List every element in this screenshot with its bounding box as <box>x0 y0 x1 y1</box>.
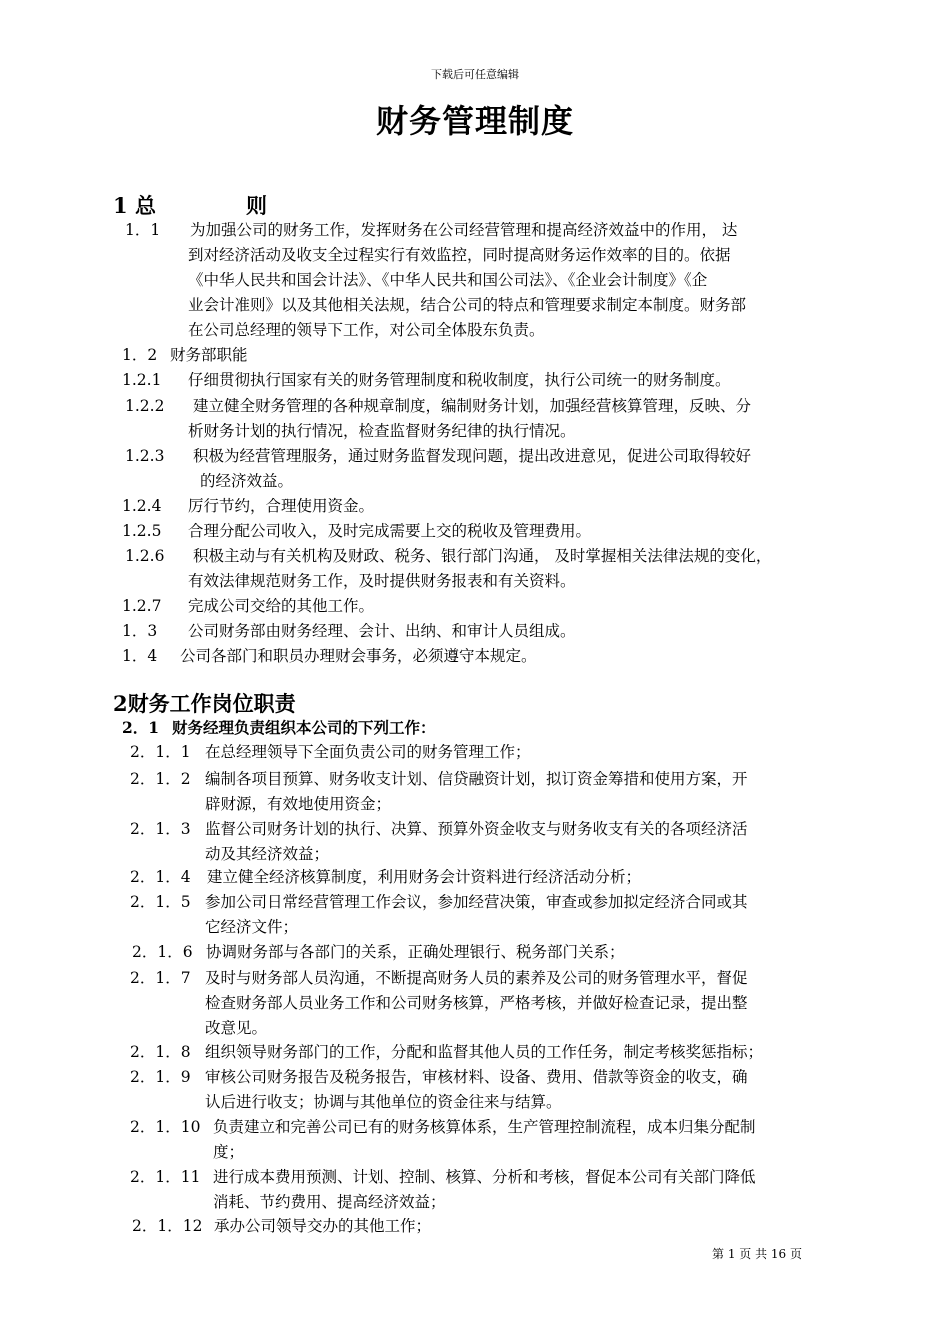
clause-line: 建立健全财务管理的各种规章制度，编制财务计划，加强经营核算管理，反映、分 <box>193 397 752 415</box>
clause-text: 完成公司交给的其他工作。 <box>188 597 375 615</box>
clause-line: 在公司总经理的领导下工作，对公司全体股东负责。 <box>188 321 545 339</box>
clause-line: 的经济效益。 <box>200 472 294 490</box>
clause-number: 2．1．5 <box>130 893 191 911</box>
clause-1-2-6-cont <box>188 569 576 594</box>
clause-text: 厉行节约，合理使用资金。 <box>188 497 375 515</box>
clause-number: 1.2.1 <box>122 371 162 389</box>
clause-text <box>205 966 748 1041</box>
clause-text <box>193 444 751 469</box>
clause-line: 消耗、节约费用、提高经济效益； <box>213 1193 446 1211</box>
clause-number: 2．1．3 <box>130 820 191 838</box>
document-title: 财务管理制度 <box>375 102 574 140</box>
clause-text: 公司各部门和职员办理财会事务，必须遵守本规定。 <box>180 647 537 665</box>
clause-1-2-3-cont <box>200 469 293 494</box>
clause-line: 业会计准则》以及其他相关法规，结合公司的特点和管理要求制定本制度。财务部 <box>188 296 747 314</box>
clause-line: 及时与财务部人员沟通，不断提高财务人员的素养及公司的财务管理水平，督促 <box>205 969 748 987</box>
clause-line: 审核公司财务报告及税务报告，审核材料、设备、费用、借款等资金的收支，确 <box>205 1068 748 1086</box>
clause-text <box>205 767 748 817</box>
page-footer: 第 1 页 共 16 页 <box>712 1247 802 1261</box>
clause-number: 2．1．6 <box>132 943 193 961</box>
clause-number: 1.2.2 <box>125 397 165 415</box>
clause-line: 为加强公司的财务工作，发挥财务在公司经营管理和提高经济效益中的作用， 达 <box>190 221 738 239</box>
clause-line: 有效法律规范财务工作，及时提供财务报表和有关资料。 <box>188 572 576 590</box>
clause-line: 析财务计划的执行情况，检查监督财务纪律的执行情况。 <box>188 422 576 440</box>
clause-text: 公司财务部由财务经理、会计、出纳、和审计人员组成。 <box>188 622 576 640</box>
section-1-number: 1 <box>113 193 128 218</box>
clause-number: 2．1．9 <box>130 1068 191 1086</box>
clause-number: 2．1．11 <box>130 1168 201 1186</box>
clause-text <box>205 890 748 940</box>
clause-line: 监督公司财务计划的执行、决算、预算外资金收支与财务收支有关的各项经济活 <box>205 820 748 838</box>
clause-number: 2．1．4 <box>130 868 191 886</box>
section-1-title-a: 总 <box>134 193 156 218</box>
section-1-title-b: 则 <box>245 193 267 218</box>
clause-number: 1.2.3 <box>125 447 165 465</box>
clause-text: 承办公司领导交办的其他工作； <box>214 1217 432 1235</box>
clause-text: 财务经理负责组织本公司的下列工作： <box>172 718 436 737</box>
clause-line: 动及其经济效益； <box>205 845 330 863</box>
clause-number: 2．1．2 <box>130 770 191 788</box>
clause-number: 1.2.4 <box>122 497 162 515</box>
clause-line: 改意见。 <box>205 1019 268 1037</box>
clause-text: 合理分配公司收入，及时完成需要上交的税收及管理费用。 <box>188 522 592 540</box>
clause-number: 1．2 <box>122 346 158 364</box>
clause-line: 认后进行收支；协调与其他单位的资金往来与结算。 <box>205 1093 562 1111</box>
clause-number: 1．1 <box>125 221 161 239</box>
clause-number: 2．1．8 <box>130 1043 191 1061</box>
clause-number: 2．1．7 <box>130 969 191 987</box>
clause-line: 进行成本费用预测、计划、控制、核算、分析和考核，督促本公司有关部门降低 <box>213 1168 756 1186</box>
clause-number: 2．1．1 <box>130 743 191 761</box>
clause-number: 2．1．12 <box>132 1217 203 1235</box>
clause-text <box>205 1065 748 1115</box>
clause-1-2-2-cont <box>188 419 576 444</box>
clause-number: 2．1 <box>122 718 160 737</box>
clause-line: 辟财源，有效地使用资金； <box>205 795 392 813</box>
clause-number: 1．3 <box>122 622 158 640</box>
clause-line: 编制各项目预算、财务收支计划、信贷融资计划，拟订资金筹措和使用方案，开 <box>205 770 748 788</box>
clause-line: 度； <box>213 1143 245 1161</box>
clause-line: 参加公司日常经营管理工作会议，参加经营决策，审查或参加拟定经济合同或其 <box>205 893 748 911</box>
clause-text: 组织领导财务部门的工作，分配和监督其他人员的工作任务，制定考核奖惩指标； <box>205 1043 764 1061</box>
clause-text: 财务部职能 <box>170 346 248 364</box>
clause-text: 协调财务部与各部门的关系，正确处理银行、税务部门关系； <box>206 943 625 961</box>
clause-line: 负责建立和完善公司已有的财务核算体系，生产管理控制流程，成本归集分配制 <box>213 1118 756 1136</box>
clause-text <box>213 1115 756 1165</box>
clause-text <box>190 218 737 243</box>
clause-text: 在总经理领导下全面负责公司的财务管理工作； <box>205 743 531 761</box>
clause-number: 1.2.6 <box>125 547 165 565</box>
clause-number: 2．1．10 <box>130 1118 201 1136</box>
clause-number: 1．4 <box>122 647 158 665</box>
clause-text <box>213 1165 756 1215</box>
clause-line: 积极主动与有关机构及财政、税务、银行部门沟通， 及时掌握相关法律法规的变化， <box>193 547 772 565</box>
clause-number: 1.2.7 <box>122 597 162 615</box>
clause-text <box>205 817 748 867</box>
clause-line: 它经济文件； <box>205 918 299 936</box>
section-2-heading: 2财务工作岗位职责 <box>113 691 296 716</box>
clause-number: 1.2.5 <box>122 522 162 540</box>
clause-line: 《中华人民共和国会计法》、《中华人民共和国公司法》、《企业会计制度》《企 <box>188 271 708 289</box>
clause-text: 建立健全经济核算制度，利用财务会计资料进行经济活动分析； <box>207 868 642 886</box>
clause-line: 积极为经营管理服务，通过财务监督发现问题，提出改进意见，促进公司取得较好 <box>193 447 752 465</box>
clause-line: 到对经济活动及收支全过程实行有效监控，同时提高财务运作效率的目的。依据 <box>188 246 731 264</box>
clause-text <box>193 394 751 419</box>
clause-1-1-cont <box>188 243 746 343</box>
header-note: 下载后可任意编辑 <box>431 68 519 81</box>
clause-text: 仔细贯彻执行国家有关的财务管理制度和税收制度，执行公司统一的财务制度。 <box>188 371 731 389</box>
section-1-heading <box>113 190 267 220</box>
clause-text <box>193 544 771 569</box>
clause-line: 检查财务部人员业务工作和公司财务核算，严格考核，并做好检查记录，提出整 <box>205 994 748 1012</box>
